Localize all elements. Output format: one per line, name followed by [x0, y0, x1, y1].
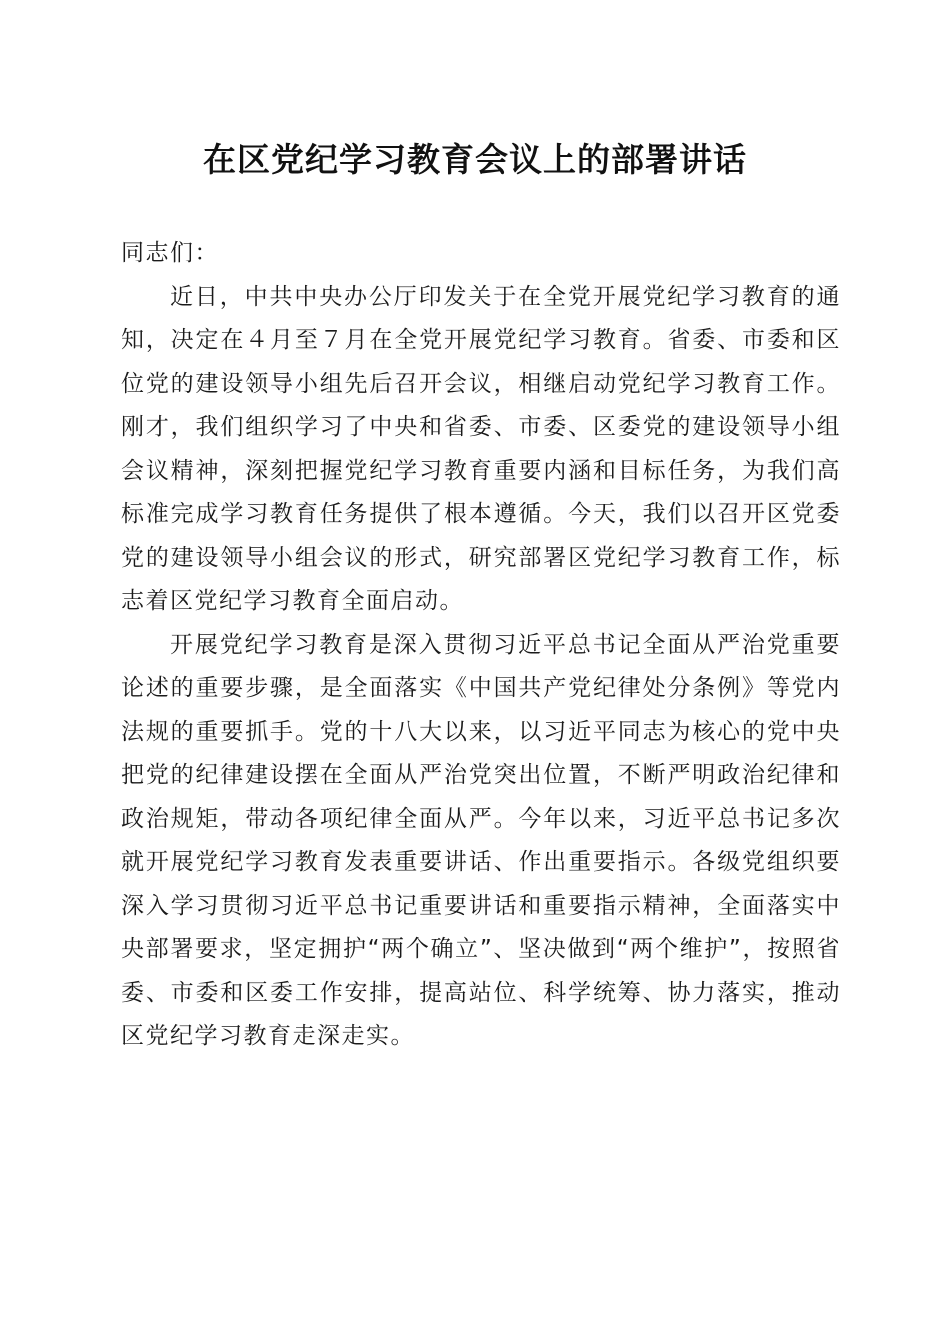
salutation: 同志们：	[121, 240, 219, 266]
paragraph-2: 开展党纪学习教育是深入贯彻习近平总书记全面从严治党重要论述的重要步骤，是全面落实《中国共产党纪律处分条例》等党内法规的重要抓手。党的十八大以来，以习近平同志为核心的党中央把党的纪律建设摆在全面从严治党突出位置，不断严明政治纪律和政治规矩，带动各项纪律全面从严。今年以来，习近平总书记多次就开展党纪学习教育发表重要讲话、作出重要指示。各级党组织要深入学习贯彻习近平总书记重要讲话和重要指示精神，全面落实中央部署要求，坚定拥护“两个确立”、坚决做到“两个维护”，按照省委、市委和区委工作安排，提高站位、科学统筹、协力落实，推动区党纪学习教育走深走实。	[121, 631, 841, 1049]
document-title: 在区党纪学习教育会议上的部署讲话	[203, 140, 747, 179]
paragraph-1: 近日，中共中央办公厅印发关于在全党开展党纪学习教育的通知，决定在４月至７月在全党开展党纪学习教育。省委、市委和区位党的建设领导小组先后召开会议，相继启动党纪学习教育工作。刚才，我们组织学习了中央和省委、市委、区委党的建设领导小组会议精神，深刻把握党纪学习教育重要内涵和目标任务，为我们高标准完成学习教育任务提供了根本遵循。今天，我们以召开区党委党的建设领导小组会议的形式，研究部署区党纪学习教育工作，标志着区党纪学习教育全面启动。	[121, 283, 841, 614]
document-body	[121, 232, 841, 1059]
